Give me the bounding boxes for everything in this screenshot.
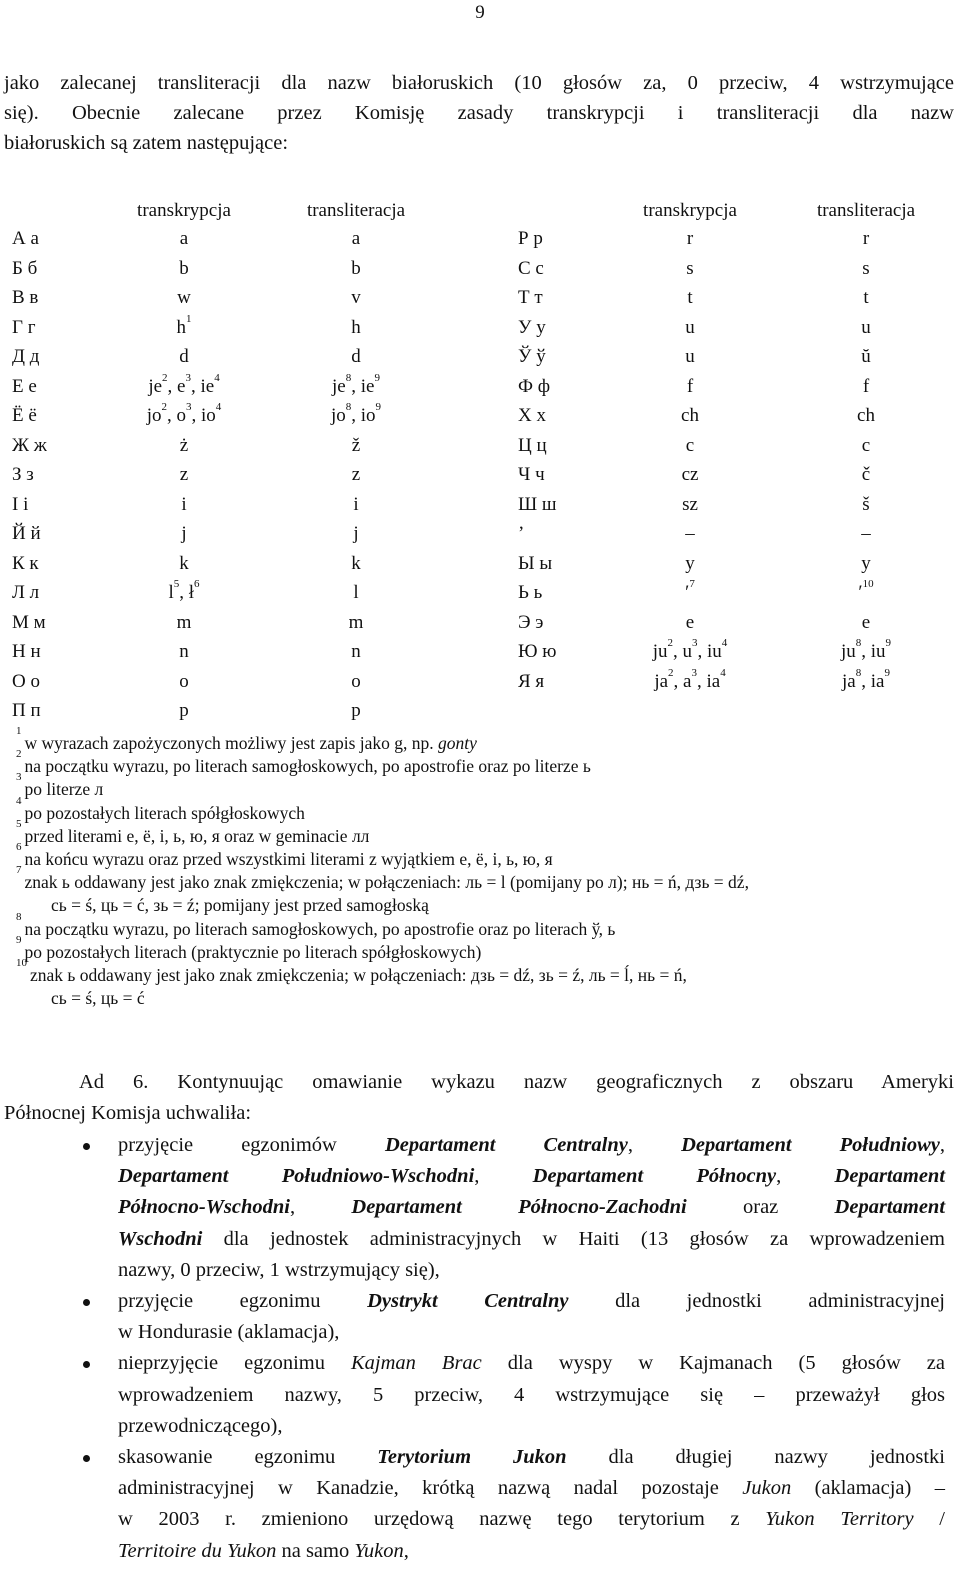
table-row bbox=[0, 435, 960, 465]
list-item-line: nazwy, 0 przeciw, 1 wstrzymujący się), bbox=[118, 1258, 440, 1281]
ad6-line: Ad 6. Kontynuując omawianie wykazu nazw geograficznych z obszaru Ameryki bbox=[79, 1071, 954, 1093]
cell-transcription-right: u bbox=[685, 346, 695, 367]
list-item-line: Wschodni dla jednostek administracyjnych w Haiti (13 głosów za wprowadzeniem bbox=[118, 1227, 945, 1250]
bullet-icon bbox=[83, 1299, 90, 1306]
list-item-line: administracyjnej w Kanadzie, krótką nazwą nadal pozostaje Jukon (aklamacja) – bbox=[118, 1477, 945, 1500]
cell-transcription-right: f bbox=[686, 375, 694, 397]
cell-transliteration-left: a bbox=[351, 228, 361, 249]
list-item bbox=[0, 1442, 945, 1567]
footnote: $^4$po pozostałych literach spółgłoskowych bbox=[16, 794, 305, 823]
cell-transcription-right: s bbox=[686, 257, 694, 279]
intro-line: się). Obecnie zalecane przez Komisję zasady transkrypcji i transliteracji dla nazw bbox=[4, 102, 954, 124]
footnotes bbox=[16, 725, 936, 1010]
cell-transliteration-left: $jo^8$, $io^9$ bbox=[330, 401, 382, 426]
cell-letter-left: М м bbox=[12, 611, 46, 633]
cell-letter-left: Г г bbox=[12, 316, 36, 338]
cell-letter-left: І і bbox=[12, 493, 29, 515]
cell-transliteration-left: v bbox=[351, 287, 361, 308]
cell-letter-right: Ў ў bbox=[518, 346, 546, 367]
footnote-ref: 4 bbox=[720, 666, 726, 679]
header-transcription-left: transkrypcja bbox=[137, 200, 231, 221]
cell-letter-left: П п bbox=[12, 700, 41, 721]
footnote-number: 10 bbox=[16, 957, 27, 970]
cell-transliteration-right: e bbox=[861, 611, 871, 633]
cell-letter-left: О о bbox=[12, 670, 40, 692]
footnote: $^9$po pozostałych literach (praktycznie po literach spółgłoskowych) bbox=[16, 933, 482, 962]
list-item-line: w Hondurasie (aklamacja), bbox=[118, 1321, 340, 1344]
cell-transcription-left: b bbox=[179, 257, 189, 279]
cell-letter-left: Ё ё bbox=[12, 405, 37, 426]
cell-letter-left: К к bbox=[12, 552, 39, 574]
cell-letter-right: Ф ф bbox=[518, 375, 551, 397]
cell-letter-right: Т т bbox=[518, 287, 543, 308]
footnote-ref: 3 bbox=[692, 637, 698, 649]
list-item-line: Departament Południowo-Wschodni, Departament Północny, Departament bbox=[118, 1165, 946, 1188]
footnote: $^7$znak ь oddawany jest jako znak zmiękczenia; w połączeniach: ль = l (pomijany po л); нь = ń, дзь = dź, bbox=[16, 864, 749, 893]
page-number: 9 bbox=[475, 2, 485, 23]
cell-transcription-right: $ja^2$, $a^3$, $ia^4$ bbox=[654, 666, 726, 692]
cell-transcription-left: k bbox=[179, 552, 189, 574]
cell-letter-left: Й й bbox=[12, 523, 41, 544]
list-item-line: Territoire du Yukon na samo Yukon, bbox=[118, 1539, 409, 1562]
cell-transliteration-right: t bbox=[863, 287, 869, 308]
cell-transcription-right: e bbox=[685, 611, 695, 633]
header-transcription-right: transkrypcja bbox=[643, 200, 737, 221]
footnote-number: 5 bbox=[16, 817, 22, 830]
cell-letter-left: Н н bbox=[12, 641, 41, 662]
intro-paragraph bbox=[4, 68, 954, 158]
list-item-line: w 2003 r. zmieniono urzędową nazwę tego terytorium z Yukon Territory / bbox=[118, 1508, 945, 1531]
cell-transliteration-right: ŭ bbox=[861, 346, 871, 367]
bullet-icon bbox=[83, 1143, 90, 1150]
cell-transcription-left: m bbox=[176, 611, 192, 633]
cell-letter-right: Э э bbox=[518, 611, 544, 633]
table-row bbox=[0, 494, 960, 524]
footnote-ref: 9 bbox=[374, 371, 380, 384]
footnote: $^2$na początku wyrazu, po literach samogłoskowych, po apostrofie oraz po literze ь bbox=[16, 748, 591, 777]
cell-transcription-right: y bbox=[685, 552, 695, 574]
cell-transliteration-left: l bbox=[353, 582, 359, 603]
cell-letter-right: Ц ц bbox=[518, 434, 547, 456]
cell-letter-left: Д д bbox=[12, 346, 40, 367]
cell-transliteration-left: $je^8$, $ie^9$ bbox=[332, 371, 380, 397]
cell-transliteration-left: h bbox=[351, 316, 361, 338]
list-item-line: nieprzyjęcie egzonimu Kajman Brac dla wyspy w Kajmanach (5 głosów za bbox=[118, 1352, 945, 1375]
cell-transliteration-right: ch bbox=[857, 405, 875, 426]
cell-letter-right: Ч ч bbox=[518, 464, 545, 485]
cell-transcription-right: c bbox=[685, 434, 695, 456]
cell-transcription-right: cz bbox=[681, 464, 699, 485]
table-row bbox=[0, 700, 960, 730]
cell-transliteration-right: – bbox=[861, 523, 871, 544]
footnote-number: 1 bbox=[16, 725, 22, 737]
cell-transcription-left: $l^5$, $ł^6$ bbox=[168, 578, 200, 603]
header-transliteration-right: transliteracja bbox=[816, 200, 916, 221]
cell-transliteration-left: z bbox=[351, 464, 361, 485]
header-transliteration-left: transliteracja bbox=[306, 200, 406, 221]
table-row bbox=[0, 523, 960, 553]
footnote-ref: 2 bbox=[668, 666, 674, 679]
footnote-ref: 2 bbox=[162, 371, 168, 384]
cell-letter-left: З з bbox=[12, 464, 34, 485]
table-row bbox=[0, 666, 960, 701]
cell-transliteration-right: y bbox=[861, 552, 871, 574]
cell-transliteration-left: ž bbox=[351, 434, 361, 456]
cell-transliteration-right: u bbox=[861, 316, 871, 338]
cell-letter-right: У у bbox=[518, 316, 546, 338]
footnote-number: 2 bbox=[16, 748, 22, 761]
cell-transliteration-right: c bbox=[861, 434, 871, 456]
cell-transcription-left: n bbox=[179, 641, 189, 662]
table-row bbox=[0, 637, 960, 671]
ad6-paragraph bbox=[4, 1067, 954, 1129]
footnote-ref: 2 bbox=[667, 637, 673, 649]
footnote: $^8$na początku wyrazu, po literach samogłoskowych, po apostrofie oraz po literach ў, ь bbox=[16, 910, 616, 939]
footnote-ref: 4 bbox=[214, 371, 220, 384]
footnote-ref: 4 bbox=[721, 637, 728, 649]
cell-transliteration-right: f bbox=[862, 375, 870, 397]
table-row bbox=[0, 312, 960, 347]
intro-line: jako zalecanej transliteracji dla nazw białoruskich (10 głosów za, 0 przeciw, 4 wstrzymujące bbox=[4, 72, 954, 94]
footnote: $^6$na końcu wyrazu oraz przed wszystkimi literami z wyjątkiem е, ё, і, ь, ю, я bbox=[16, 841, 553, 870]
cell-transcription-right: $ju^2$, $u^3$, $iu^4$ bbox=[652, 637, 728, 662]
footnote-ref: 7 bbox=[689, 578, 695, 590]
footnote: сь = ś, ць = ć, зь = ź; pomijany jest przed samogłoską bbox=[51, 895, 429, 916]
cell-letter-right: Я я bbox=[518, 670, 545, 692]
cell-transliteration-left: b bbox=[351, 257, 361, 279]
table-row bbox=[0, 371, 960, 406]
cell-transliteration-left: i bbox=[353, 493, 359, 515]
cell-letter-right: ’ bbox=[518, 523, 525, 544]
cell-transcription-right: ch bbox=[681, 405, 699, 426]
cell-transcription-left: $je^2$, $e^3$, $ie^4$ bbox=[148, 371, 220, 397]
cell-letter-left: Б б bbox=[12, 257, 38, 279]
cell-transliteration-right: r bbox=[862, 228, 870, 249]
footnote-number: 4 bbox=[16, 794, 22, 807]
cell-transliteration-right: $ja^8$, $ia^9$ bbox=[842, 666, 890, 692]
cell-transliteration-left: o bbox=[351, 670, 361, 692]
cell-transcription-left: ż bbox=[179, 434, 189, 456]
cell-letter-right: Р р bbox=[518, 228, 543, 249]
bullet-icon bbox=[83, 1361, 90, 1368]
cell-transcription-left: p bbox=[179, 700, 189, 721]
list-item bbox=[0, 1286, 945, 1348]
cell-transliteration-right: ʹ$^{10}$ bbox=[858, 578, 874, 603]
cell-transcription-left: z bbox=[179, 464, 189, 485]
footnote-ref: 9 bbox=[884, 666, 890, 679]
footnote-number: 6 bbox=[16, 841, 22, 854]
cell-transliteration-left: m bbox=[348, 611, 364, 633]
footnote-ref: 9 bbox=[375, 401, 382, 413]
table-row bbox=[0, 578, 960, 612]
list-item-line: przewodniczącego), bbox=[118, 1414, 283, 1437]
footnote-number: 3 bbox=[16, 771, 22, 784]
footnote-ref: 8 bbox=[345, 401, 352, 413]
list-item-line: skasowanie egzonimu Terytorium Jukon dla długiej nazwy jednostki bbox=[118, 1446, 945, 1469]
cell-letter-right: Ю ю bbox=[518, 641, 557, 662]
cell-transcription-left: w bbox=[177, 287, 191, 308]
footnote-ref: 8 bbox=[345, 371, 352, 384]
table-row bbox=[0, 553, 960, 583]
resolution-list bbox=[0, 1130, 960, 1567]
ad6-line: Północnej Komisja uchwaliła: bbox=[4, 1102, 252, 1124]
footnote-ref: 2 bbox=[161, 401, 167, 413]
cell-transliteration-right: s bbox=[862, 257, 870, 279]
cell-transliteration-left: p bbox=[351, 700, 361, 721]
list-item bbox=[0, 1130, 945, 1286]
cell-transcription-left: o bbox=[179, 670, 189, 692]
list-item-line: wprowadzeniem nazwy, 5 przeciw, 4 wstrzymujące się – przeważył głos bbox=[118, 1383, 945, 1406]
cell-transliteration-left: j bbox=[353, 523, 359, 544]
cell-transliteration-right: š bbox=[862, 493, 870, 515]
footnote-number: 8 bbox=[16, 910, 22, 923]
footnote: $^3$po literze л bbox=[16, 771, 104, 800]
cell-letter-right: Ь ь bbox=[518, 582, 543, 603]
footnote: сь = ś, ць = ć bbox=[51, 988, 145, 1009]
cell-transcription-left: $h^1$ bbox=[176, 312, 192, 338]
footnote-ref: 3 bbox=[185, 371, 191, 384]
cell-letter-left: Ж ж bbox=[12, 434, 47, 456]
intro-line: białoruskich są zatem następujące: bbox=[4, 132, 289, 154]
footnote-ref: 1 bbox=[186, 312, 192, 325]
table-row bbox=[0, 612, 960, 642]
list-item-line: Północno-Wschodni, Departament Północno-Zachodni oraz Departament bbox=[118, 1196, 946, 1219]
cell-transcription-right: t bbox=[687, 287, 693, 308]
footnote: $^{10}$znak ь oddawany jest jako znak zmiękczenia; w połączeniach: дзь = dź, зь = ź, ль = ĺ, нь = ń, bbox=[16, 957, 687, 986]
footnote-ref: 3 bbox=[186, 401, 192, 413]
cell-letter-right: Ш ш bbox=[518, 493, 557, 515]
footnote-ref: 8 bbox=[855, 637, 862, 649]
cell-transcription-right: sz bbox=[682, 493, 698, 515]
cell-transliteration-right: $ju^8$, $iu^9$ bbox=[840, 637, 892, 662]
list-item bbox=[0, 1348, 945, 1442]
footnote-number: 9 bbox=[16, 933, 22, 946]
cell-letter-left: Л л bbox=[12, 582, 40, 603]
footnote-number: 7 bbox=[16, 864, 22, 877]
cell-transliteration-left: n bbox=[351, 641, 361, 662]
cell-transcription-right: u bbox=[685, 316, 695, 338]
cell-letter-right: Ы ы bbox=[518, 552, 553, 574]
table-row bbox=[0, 346, 960, 376]
footnote-ref: 9 bbox=[885, 637, 892, 649]
footnote: $^1$w wyrazach zapożyczonych możliwy jest zapis jako g, np. gonty bbox=[16, 725, 477, 753]
footnote-ref: 5 bbox=[173, 578, 180, 590]
table-row bbox=[0, 401, 960, 435]
cell-transliteration-right: č bbox=[861, 464, 871, 485]
cell-letter-right: Х х bbox=[518, 405, 546, 426]
cell-letter-right: С с bbox=[518, 257, 544, 279]
table-row bbox=[0, 228, 960, 258]
table-row bbox=[0, 464, 960, 494]
cell-transcription-left: d bbox=[179, 346, 189, 367]
bullet-icon bbox=[83, 1455, 90, 1462]
cell-transcription-right: – bbox=[685, 523, 695, 544]
cell-transcription-left: a bbox=[179, 228, 189, 249]
footnote-ref: 10 bbox=[862, 578, 874, 590]
table-row bbox=[0, 287, 960, 317]
footnote: $^5$przed literami е, ё, і, ь, ю, я oraz w geminacie лл bbox=[16, 817, 370, 846]
cell-transcription-right: r bbox=[686, 228, 694, 249]
cell-transcription-left: $jo^2$, $o^3$, $io^4$ bbox=[146, 401, 222, 426]
cell-transcription-right: ʹ$^7$ bbox=[685, 578, 695, 603]
cell-letter-left: А а bbox=[12, 228, 39, 249]
footnote-ref: 4 bbox=[215, 401, 222, 413]
list-item-line: przyjęcie egzonimów Departament Centralny, Departament Południowy, bbox=[118, 1134, 946, 1156]
cell-letter-left: В в bbox=[12, 287, 39, 308]
list-item-line: przyjęcie egzonimu Dystrykt Centralny dla jednostki administracyjnej bbox=[118, 1290, 945, 1313]
table-row bbox=[0, 258, 960, 288]
cell-transliteration-left: k bbox=[351, 552, 361, 574]
footnote-ref: 6 bbox=[194, 578, 200, 590]
cell-letter-left: Е е bbox=[12, 375, 37, 397]
cell-transcription-left: j bbox=[181, 523, 187, 544]
footnote-ref: 3 bbox=[691, 666, 697, 679]
footnote-ref: 8 bbox=[855, 666, 862, 679]
cell-transliteration-left: d bbox=[351, 346, 361, 367]
cell-transcription-left: i bbox=[181, 493, 187, 515]
